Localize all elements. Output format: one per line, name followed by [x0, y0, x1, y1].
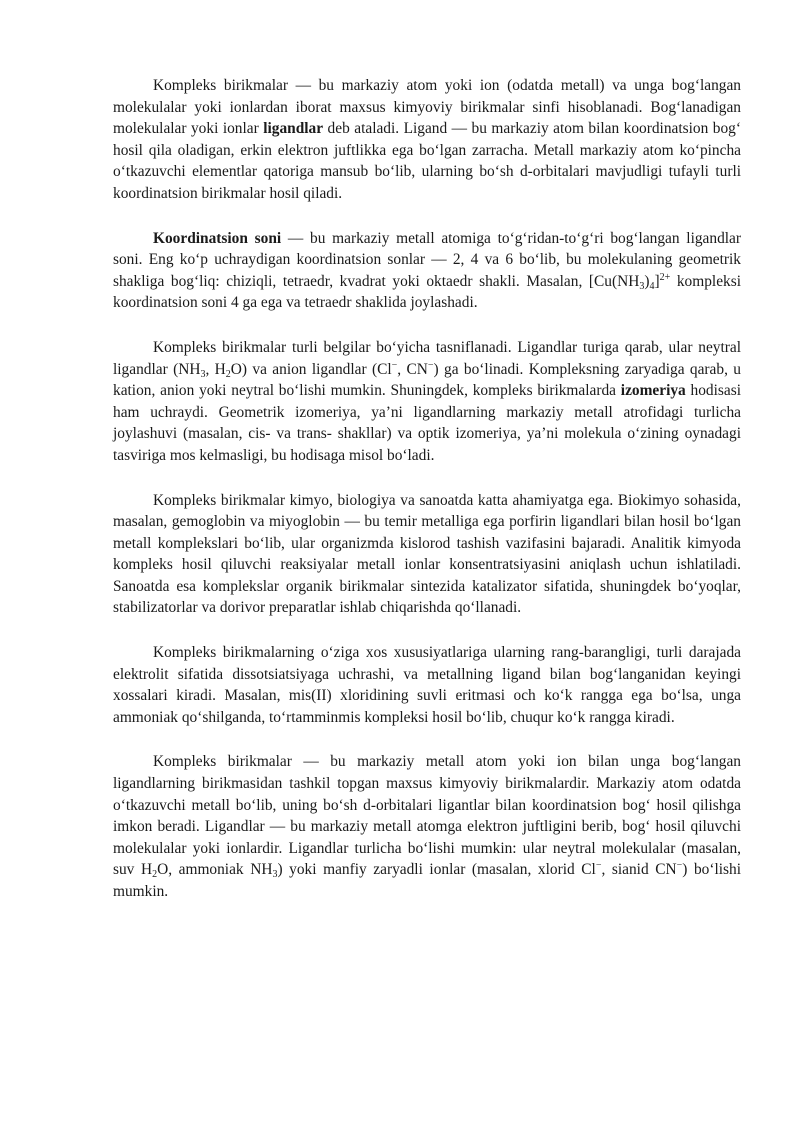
subscript: 2: [225, 368, 231, 380]
text-run: ) yoki manfiy zaryadli ionlar (masalan, xlorid Cl: [277, 861, 596, 879]
superscript: 2+: [659, 271, 671, 283]
subscript: 3: [272, 869, 278, 881]
text-run: hodisasi ham uchraydi. Geometrik izomeriya, ya’ni ligandlarning markaziy metall atrofidagi turlicha joylashuvi (masalan, cis- va trans- shakllar) va optik izomeriya, ya’ni molekula o‘zining oynadagi tasviriga mos kelmasligi, bu hodisaga misol bo‘ladi.: [113, 382, 741, 464]
term-koordinatsion-soni: Koordinatsion soni: [153, 229, 282, 247]
term-ligandlar: ligandlar: [263, 120, 324, 138]
text-run: Kompleks birikmalar turli belgilar bo‘yicha tasniflanadi. Ligandlar turiga qarab, ular neytral ligandlar (NH: [113, 338, 741, 378]
text-run: — bu markaziy metall atomiga to‘g‘ridan-to‘g‘ri bog‘langan ligandlar soni. Eng ko‘p uchraydigan koordinatsion sonlar — 2, 4 va 6 bo‘lib, bu molekulaning geometrik shakliga bog‘liq: chiziqli, tetraedr, kvadrat yoki oktaedr shakli. Masalan, [Cu(NH: [113, 229, 741, 290]
paragraph-applications: Kompleks birikmalar kimyo, biologiya va sanoatda katta ahamiyatga ega. Biokimyo sohasida, masalan, gemoglobin va miyoglobin — bu temir metalliga ega porfirin ligandlari bilan hosil bo‘lgan metall komplekslari bo‘lib, ular organizmda kislorod tashish vazifasini bajaradi. Analitik kimyoda kompleks hosil qiluvchi reaksiyalar metall ionlar konsentratsiyasini aniqlash uchun ishlatiladi. Sanoatda esa komplekslar organik birikmalar sintezida katalizator sifatida, shuningdek bo‘yoqlar, stabilizatorlar va dorivor preparatlar ishlab chiqarishda qo‘llanadi.: [113, 491, 741, 617]
superscript: −: [676, 860, 683, 872]
text-run: deb ataladi. Ligand — bu markaziy atom bilan koordinatsion bog‘ hosil qila oladigan, erkin elektron juftlikka ega bo‘lgan zarracha. Metall markaziy atom ko‘pincha o‘tkazuvchi elementlar qatoriga mansub bo‘lib, ularning bo‘sh d-orbitalari mavjudligi tufayli turli koordinatsion birikmalar hosil qiladi.: [113, 120, 741, 202]
text-run: ): [644, 272, 650, 290]
text-run: , CN: [397, 360, 428, 378]
text-run: Kompleks birikmalar — bu markaziy metall atom yoki ion bilan unga bog‘langan ligandlarning birikmasidan tashkil topgan maxsus kimyoviy birikmalardir. Markaziy atom odatda o‘tkazuvchi metall bo‘lib, uning bo‘sh d-orbitalari ligantlar bilan koordinatsion bog‘ hosil qilishga imkon beradi. Ligandlar — bu markaziy metall atomga elektron juftligini berib, bog‘ hosil qiluvchi molekulalar yoki ionlardir. Ligandlar turlicha bo‘lishi mumkin: ular neytral molekulalar (masalan, suv H: [113, 753, 741, 879]
paragraph-intro: [113, 75, 741, 205]
paragraph-classification: [113, 337, 741, 467]
subscript: 3: [200, 368, 206, 380]
text-run: ]: [654, 272, 660, 290]
subscript: 3: [639, 280, 645, 292]
term-izomeriya: izomeriya: [620, 382, 686, 400]
text-run: O) va anion ligandlar (Cl: [230, 360, 392, 378]
subscript: 4: [649, 280, 655, 292]
paragraph-summary: [113, 751, 741, 902]
text-run: O, ammoniak NH: [157, 861, 273, 879]
superscript: −: [391, 359, 398, 371]
text-run: kompleksi koordinatsion soni 4 ga ega va tetraedr shaklida joylashadi.: [113, 272, 741, 312]
subscript: 2: [152, 869, 158, 881]
paragraph-coordination-number: [113, 228, 741, 314]
text-run: ) ga bo‘linadi. Kompleksning zaryadiga qarab, u kation, anion yoki neytral bo‘lishi mumkin. Shuningdek, kompleks birikmalarda: [113, 360, 742, 400]
text-run: , H: [205, 360, 226, 378]
body-text: [113, 75, 741, 926]
text-run: , sianid CN: [601, 861, 677, 879]
text-run: ) bo‘lishi mumkin.: [113, 861, 742, 900]
superscript: −: [427, 359, 434, 371]
superscript: −: [595, 860, 602, 872]
paragraph-properties: Kompleks birikmalarning o‘ziga xos xususiyatlariga ularning rang-barangligi, turli darajada elektrolit sifatida dissotsiatsiyaga uchrashi, va metallning ligand bilan bog‘langanidan keyingi xossalari kiradi. Masalan, mis(II) xloridining suvli eritmasi och ko‘k rangga ega bo‘lsa, unga ammoniak qo‘shilganda, to‘rtamminmis kompleksi hosil bo‘lib, chuqur ko‘k rangga kiradi.: [113, 644, 741, 726]
text-run: Kompleks birikmalar — bu markaziy atom yoki ion (odatda metall) va unga bog‘langan molekulalar yoki ionlardan iborat maxsus kimyoviy birikmalar sinfi hisoblanadi. Bog‘lanadigan molekulalar yoki ionlar: [113, 77, 741, 138]
